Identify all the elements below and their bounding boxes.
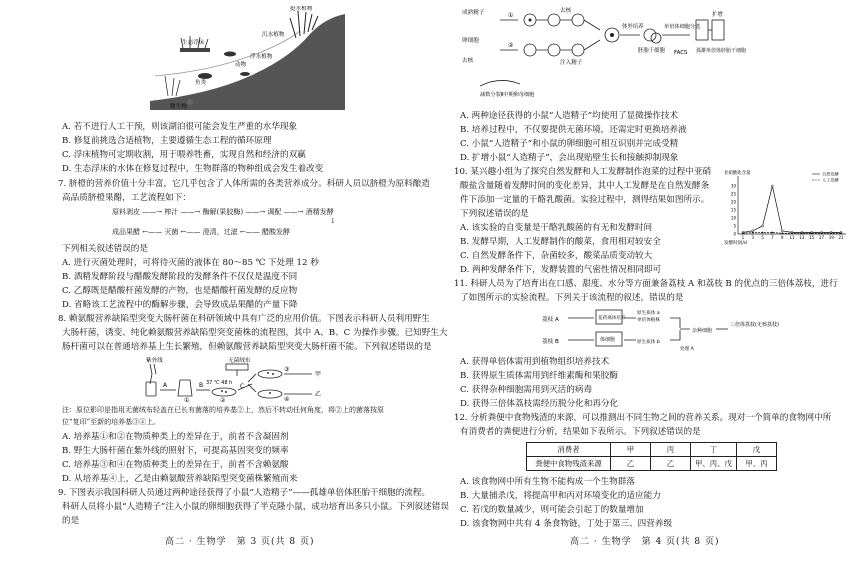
- q10-option-d: D. 两种发酵条件下，发酵装置的气密性情况相同即可: [460, 265, 662, 275]
- q8-stem-line1: 8. 赖氨酸营养缺陷型突变大肠杆菌在科研领域中具有广泛的应用价值。下图表示科研人员利用野生: [58, 314, 430, 324]
- q7-option-d: D. 省略该工艺流程中的酶解步骤，会导致成品果醋的产量下降: [62, 300, 298, 310]
- fig11-litchi-b: 荔枝 B: [542, 339, 559, 345]
- q12-option-a: A. 该食物网中所有生物不能构成一个生物群落: [460, 477, 635, 487]
- q9-option-a: A. 两种途径获得的小鼠“人造精子”均使用了显微操作技术: [460, 111, 679, 121]
- q10-stem-line1: 10. 某兴趣小组为了探究自然发酵和人工发酵制作泡菜的过程中亚硝: [454, 167, 712, 177]
- q6-option-c: C. 浮床植物可定期收割，用于喂养牲畜，实现自然和经济的双赢: [62, 150, 306, 160]
- chart-x-tick-label: 17: [818, 235, 825, 240]
- chart-x-tick-label: 1: [741, 235, 745, 240]
- q11-litchi-flow-figure: [540, 306, 790, 354]
- q12-feces-table: [526, 442, 777, 471]
- q7-stem-line1: 7. 脐橙的营养价值十分丰富，它几乎包含了人体所需的各类营养成分。科研人员以脐橙为原料酿造: [58, 179, 430, 189]
- q8-stem-line2: 大肠杆菌，诱变、纯化赖氨酸营养缺陷型突变菌株的流程图，其中 A、B、C 为操作步骤。已知野生大: [62, 328, 448, 338]
- q10-stem-line2: 酸盐含量随着发酵时间的变化差异，其中人工发酵是在自然发酵条: [460, 181, 710, 191]
- q8-note-line1: 注：原位影印是指用无菌绒布轻盖在已长有菌落的培养基②上，然后不转动任何角度，将②上的菌落按原: [62, 406, 384, 414]
- q7-after: 下列相关叙述错误的是: [62, 244, 148, 254]
- chart-x-tick-label: 19: [828, 235, 834, 240]
- q7-flow-row1: 原料剥皮 ——→ 榨汁 ——→ 酶解(果胶酶) ——→ 调配 ——→ 酒精发酵: [112, 208, 334, 216]
- q12-stem-line1: 12. 分析粪便中食物残渣的来源，可以推测出不同生物之间的营养关系。现对一个简单的食物网中所: [454, 413, 832, 423]
- q8-option-b: B. 野生大肠杆菌在紫外线的照射下，可提高基因突变的频率: [62, 446, 289, 456]
- q9-option-c: C. 小鼠“人造精子”和小鼠的卵细胞可相互识别并完成受精: [460, 139, 679, 149]
- page-footer-left: 高二 · 生物学 第 3 页(共 8 页): [165, 536, 315, 547]
- chart-data-point: [781, 230, 783, 232]
- page-footer-right: 高二 · 生物学 第 4 页(共 8 页): [570, 536, 720, 547]
- q8-mutation-figure: [140, 354, 340, 402]
- label-medium-3: ③: [284, 366, 290, 373]
- fig11-pollen-culture: 花药离体培养: [598, 316, 626, 321]
- q9-option-b: B. 培养过程中，不仅要提供无菌环境，还需定时更换培养液: [460, 125, 687, 135]
- chart-data-point: [762, 225, 764, 227]
- q10-option-c: C. 自然发酵条件下，杂菌较多，酸菜品质变动较大: [460, 251, 653, 261]
- chart-y-tick-label: 10: [730, 215, 736, 221]
- table-header-cell: 丙: [651, 443, 691, 457]
- label-medium-4: ④: [284, 396, 290, 402]
- fig-label-submerged: 沉水植物: [262, 32, 285, 38]
- chart-y-tick-label: 20: [730, 199, 736, 205]
- table-header-cell: 消费者: [527, 443, 611, 457]
- q9-stem-line1: 9. 下图表示我国科研人员通过两种途径获得了小鼠“人造精子”——孤雄单倍体胚胎干细胞的流程。: [58, 488, 431, 498]
- q9-stem-line3: 的是: [62, 516, 80, 526]
- fig-label-floating: 浮水植物: [250, 54, 273, 60]
- flow-step-alcohol: 酒精发酵: [305, 208, 334, 216]
- fig9-route-1: ①: [508, 12, 514, 19]
- fig9-haploid-esc: 孤雄单倍体胚胎干细胞: [696, 48, 747, 54]
- lake-ecosystem-figure: [150, 6, 350, 110]
- fig11-hybrid-cell: 杂种细胞: [692, 328, 713, 334]
- flow-step-clarify: 澄清，过滤: [202, 228, 238, 236]
- q10-option-b: B. 发酵早期，人工发酵制作的酸菜，食用相对较安全: [460, 237, 661, 247]
- exam-page-4: [430, 0, 860, 567]
- q11-stem-line1: 11. 科研人员为了培育出在口感、甜度、水分等方面兼备荔枝 A 和荔枝 B 的优点的三倍体荔枝，进行: [454, 279, 838, 289]
- chart-xlabel: 发酵时间/d: [724, 241, 747, 246]
- fig-label-emergent: 挺水植物: [290, 6, 313, 12]
- table-header-row: [527, 443, 777, 457]
- chart-x-tick-label: 9: [780, 235, 784, 240]
- chart-y-tick-label: 0: [733, 231, 736, 237]
- q6-option-a: A. 若不进行人工干预，则该湖泊很可能会发生严重的水华现象: [62, 122, 298, 132]
- flow-step-acetic: 醋酸发酵: [261, 228, 290, 236]
- chart-y-tick-label: 30: [730, 183, 736, 189]
- q7-option-a: A. 进行灭菌处理时，可将待灭菌的液体在 80～85 ℃ 下处理 12 秒: [62, 258, 319, 268]
- fig-label-animal: 动物: [235, 62, 247, 68]
- fig9-remove-nucleus: 去核: [462, 58, 474, 64]
- fig9-remove-nucleus-2: 去核: [560, 8, 572, 14]
- chart-x-tick-label: 3: [751, 235, 755, 240]
- label-medium-1: ①: [184, 397, 190, 402]
- chart-x-tick-label: 15: [809, 235, 815, 240]
- fig9-mii-oocyte: 减数分裂Ⅱ中期卵母细胞: [480, 92, 535, 98]
- chart-x-tick-label: 11: [789, 235, 795, 240]
- chart-legend-label: 人工发酵: [822, 177, 839, 183]
- q11-stem-line2: 了如图所示的实验流程。下列关于该流程的叙述，错误的是: [460, 293, 684, 303]
- chart-legend-label: 自然发酵: [822, 171, 839, 177]
- q10-stem-line3: 件下添加一定量的干酪乳酸菌。实验过程中，测得结果如图所示。: [460, 195, 710, 205]
- q11-option-b: B. 获得原生质体需用到纤维素酶和果胶酶: [460, 371, 618, 381]
- q8-option-a: A. 培养基①和②在物质种类上的差异在于，前者不含凝固剂: [62, 432, 289, 442]
- fig9-expand: 扩增: [712, 12, 723, 18]
- table-cell: 甲、丙: [736, 457, 776, 471]
- fig11-litchi-a: 荔枝 A: [542, 317, 559, 323]
- fig11-protoplast-b: 原生质体 b: [637, 340, 660, 345]
- table-cell: 甲、丙、戊: [691, 457, 737, 471]
- flow-step-product: 成品果醋: [112, 228, 140, 236]
- fig9-mature-sperm: 成熟精子: [462, 10, 485, 16]
- fig9-in-vitro: 体外培养: [622, 24, 644, 30]
- q7-flow-row2: 成品果醋 ←—— 灭菌 ←—— 澄清，过滤 ←—— 醋酸发酵: [112, 228, 290, 236]
- table-cell: 粪便中食物残渣来源: [527, 457, 611, 471]
- chart-series-line: [743, 186, 841, 232]
- fig9-facs: FACS: [674, 50, 688, 56]
- q9-stem-line2: 科研人员将小鼠“人造精子”注入小鼠的卵细胞获得了半克隆小鼠，成功培育出多只小鼠。下列叙述错误: [62, 502, 449, 512]
- flow-step-enzyme: 酶解(果胶酶): [202, 208, 244, 216]
- q12-option-b: B. 大量捕杀戊，将提高甲和丙对环境变化的适应能力: [460, 491, 661, 501]
- q6-option-b: B. 修复前挑选合适植物，主要遵循生态工程的循环原理: [62, 136, 272, 146]
- q8-option-d: D. 从培养基④上，乙是由赖氨酸营养缺陷型突变菌株繁殖而来: [62, 474, 298, 484]
- q10-stem-line4: 下列叙述错误的是: [460, 209, 529, 219]
- table-cell: 乙: [611, 457, 651, 471]
- table-cell: 乙: [651, 457, 691, 471]
- table-header-cell: 戊: [736, 443, 776, 457]
- chart-x-tick-label: 7: [771, 235, 774, 240]
- fig-label-floating-bed: 生态浮床: [182, 40, 205, 46]
- label-velvet: 无菌绒布: [228, 358, 251, 364]
- fig-label-microbe: 微生物: [170, 104, 187, 110]
- q7-option-b: B. 酒精发酵阶段与醋酸发酵阶段的发酵条件不仅仅是温度不同: [62, 272, 298, 282]
- nitrite-line-chart: [722, 168, 850, 246]
- fig9-route-2: ②: [508, 42, 514, 49]
- label-step-b: B: [199, 382, 204, 389]
- q10-option-a: A. 该实验的自变量是干酪乳酸菌的有无和发酵时间: [460, 223, 653, 233]
- flow-step-juice: 榨汁: [164, 208, 179, 216]
- table-row: [527, 457, 777, 471]
- chart-y-tick-label: 5: [733, 223, 736, 229]
- fig11-somatic: 体细胞: [600, 337, 616, 343]
- label-temperature: 37 ℃ 48 h: [206, 380, 233, 386]
- flow-arrow-down-icon: ↓: [330, 217, 336, 225]
- flow-step-blend: 调配: [267, 208, 282, 216]
- q6-option-d: D. 生态浮床的水体在修复过程中，生物群落的物种组成会发生着改变: [62, 164, 324, 174]
- chart-y-tick-label: 25: [730, 191, 736, 197]
- fig11-haploid-plant: 单倍体植株: [637, 318, 660, 323]
- fig11-protoplast-a: 原生质体 a: [637, 311, 660, 316]
- chart-x-tick-label: 13: [799, 235, 805, 240]
- fig9-esc: 胚胎干细胞: [638, 48, 665, 54]
- q12-stem-line2: 有消费者的粪便进行分析，结果如下表所示。下列叙述错误的是: [460, 427, 701, 437]
- q11-option-a: A. 获得单倍体需用到植物组织培养技术: [460, 357, 610, 367]
- chart-ylabel: 亚硝酸盐含量: [724, 171, 751, 176]
- fig11-agent: 处理 A: [680, 347, 694, 352]
- fig-label-fish: 鱼类: [195, 80, 207, 86]
- q12-option-d: D. 该食物网中共有 4 条食物链，丁处于第三、四营养级: [460, 519, 673, 529]
- chart-data-point: [771, 185, 773, 187]
- q8-stem-line3: 肠杆菌可以在普通培养基上生长繁殖，但赖氨酸营养缺陷型突变大肠杆菌不能。下列叙述错误的是: [62, 342, 432, 352]
- q8-option-c: C. 培养基③和④在物质种类上的差异在于，前者不含赖氨酸: [62, 460, 289, 470]
- q11-option-d: D. 获得三倍体荔枝需经历脱分化和再分化: [460, 399, 619, 409]
- flow-step-sterilize: 灭菌: [164, 228, 179, 236]
- q11-option-c: C. 获得杂种细胞需用到灭活的病毒: [460, 385, 593, 395]
- q9-option-d: D. 扩增小鼠“人造精子”，会出现贴壁生长和接触抑制现象: [460, 153, 679, 163]
- table-header-cell: 甲: [611, 443, 651, 457]
- table-header-cell: 丁: [691, 443, 737, 457]
- fig9-inject-sperm: 注入精子: [560, 60, 583, 66]
- q12-option-c: C. 若戊的数量减少，则可能会引起丁的数量增加: [460, 505, 644, 515]
- q7-option-c: C. 乙醇既是醋酸杆菌发酵的产物，也是醋酸杆菌发酵的反应物: [62, 286, 298, 296]
- fig11-result: 三倍体荔枝(无核荔枝): [730, 322, 779, 328]
- q9-artificial-sperm-figure: [460, 6, 750, 106]
- fig9-sorting: 单倍体细胞分选: [664, 24, 701, 30]
- chart-y-tick-label: 15: [730, 207, 736, 213]
- chart-x-tick-label: 21: [838, 235, 844, 240]
- label-yi: 乙: [315, 391, 322, 398]
- label-uv: 紫外线: [146, 358, 163, 364]
- flow-step-peel: 原料剥皮: [112, 208, 140, 216]
- label-medium-2: ②: [220, 397, 226, 402]
- q7-stem-line2: 高品质脐橙果醋，工艺流程如下：: [62, 193, 191, 203]
- q8-note-line2: 位“复印”至新的培养基③④上。: [62, 418, 161, 426]
- label-step-a: A: [163, 382, 168, 389]
- fig9-egg: 卵细胞: [462, 38, 479, 44]
- label-jia: 甲: [315, 371, 322, 378]
- chart-x-tick-label: 5: [761, 235, 764, 240]
- label-step-c: C: [240, 383, 245, 390]
